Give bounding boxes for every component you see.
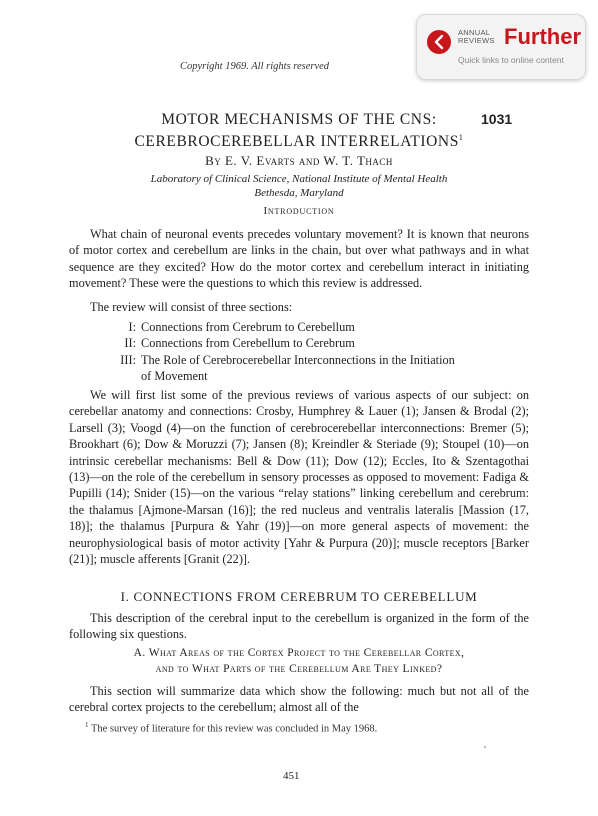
intro-paragraph-text: What chain of neuronal events precedes voluntary movement? It is known that neurons of motor cortex and cerebellum are links in the chain, but over what pathways and in what sequence are they excited? How do the motor cortex and cerebellum interact in initiating movement? These were the questions to which this review is addressed. [69,227,529,291]
annual-reviews-label: ANNUAL REVIEWS [458,28,495,45]
affiliation-line-1: Laboratory of Clinical Science, National Institute of Mental Health [150,173,448,185]
section-1-paragraph [69,610,529,643]
list-numeral: II: [124,336,136,351]
subsection-a-line-1: A. What Areas of the Cortex Project to the Cerebellar Cortex, [133,647,465,659]
reviews-paragraph [69,387,529,567]
list-text: Connections from Cerebrum to Cerebellum [141,320,355,334]
introduction-heading: Introduction [263,205,335,217]
list-item [69,335,529,351]
scan-speck [484,746,486,748]
list-numeral: I: [128,320,136,334]
title-footnote-mark: 1 [458,133,464,142]
authors: By E. V. Evarts and W. T. Thach [205,153,393,168]
subsection-a-paragraph-text: This section will summarize data which show the following: much but not all of the cerebral cortex projects to the cerebellum; almost all of the [69,684,529,715]
section-1-paragraph-text: This description of the cerebral input to the cerebellum is organized in the form of the following six questions. [69,611,529,642]
affiliation-line-2: Bethesda, Maryland [254,187,344,199]
sections-list [69,319,529,385]
footnote [85,721,377,735]
play-icon [427,30,451,54]
list-item [69,368,529,384]
subsection-a-line-2: and to What Parts of the Cerebellum Are They Linked? [155,663,443,675]
further-badge[interactable] [416,14,586,80]
section-1-heading: I. CONNECTIONS FROM CEREBRUM TO CEREBELLUM [120,589,478,604]
list-numeral [69,368,141,384]
list-text: of Movement [141,369,208,384]
title-line-1: MOTOR MECHANISMS OF THE CNS: [161,111,437,128]
list-numeral: III: [120,352,136,367]
reviews-paragraph-text: We will first list some of the previous reviews of various aspects of our subject: on cerebellar anatomy and connections: Crosby, Humphrey & Lauer (1); Jansen & Brodal (2); Larsell (3); Voogd (4)—on the function of cerebrocerebellar interconnections: Bremer (5); Brookhart (6); Dow & Moruzzi (7); Jansen (8); Kreindler & Steriade (9); Stoupel (10)—on intrinsic cerebellar mechanisms: Bell & Dow (11); Dow (12); Eccles, Ito & Szentagothai (13)—on the role of the cerebellum in sensory processes as opposed to movement: Fadiga & Pupilli (14); Snider (15)—on the various “relay stations” linking cerebellum and cerebrum: the thalamus [Ajmone-Marsan (16)]; the red nucleus and ventralis lateralis [Massion (17, 18)]; the thalamus [Purpura & Yahr (19)]—on more general aspects of movement: the neurophysiological basis of motor activity [Yahr & Purpura (20)]; muscle receptors [Barker (21)]; muscle afferents [Granit (22)]. [69,388,529,567]
footnote-mark: 1 [85,721,89,729]
title-line-2 [70,129,528,151]
list-item [69,352,529,368]
title-line-2-text: CEREBROCEREBELLAR INTERRELATIONS [134,133,459,151]
list-text: Connections from Cerebellum to Cerebrum [141,336,355,351]
page-number-bottom: 451 [283,770,300,782]
list-text: The Role of Cerebrocerebellar Interconnections in the Initiation [141,352,455,367]
review-line [69,299,529,315]
subsection-a-paragraph [69,683,529,716]
review-line-text: The review will consist of three sections: [90,300,293,314]
quick-links-label: Quick links to online content [458,55,564,65]
footnote-text: The survey of literature for this review was concluded in May 1968. [90,723,378,735]
further-label: Further [504,24,581,49]
list-item [69,319,529,335]
intro-paragraph [69,226,529,292]
copyright-notice: Copyright 1969. All rights reserved [180,61,330,72]
page-number-top: 1031 [481,111,513,127]
affiliation [70,172,528,200]
subsection-a-heading [70,645,528,677]
